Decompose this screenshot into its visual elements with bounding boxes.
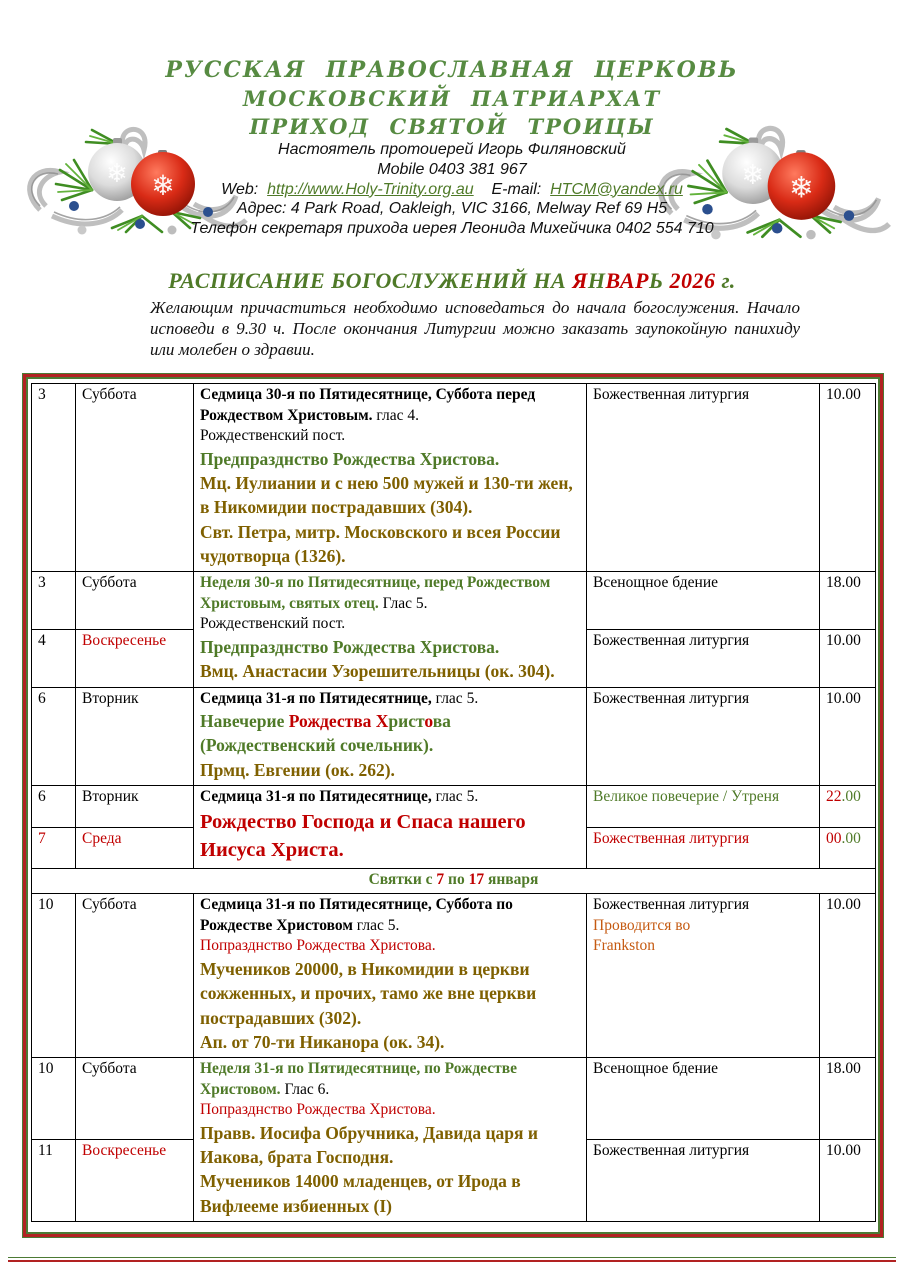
text-line (593, 936, 813, 956)
text-segment: Ь (648, 268, 664, 294)
text-line (38, 870, 869, 890)
church-name-line: РУССКАЯ ПРАВОСЛАВНАЯ ЦЕРКОВЬ (165, 57, 739, 83)
text-segment: Рождественский пост. (200, 427, 346, 445)
text-segment: Глас 6. (280, 1080, 330, 1098)
dayname-cell (76, 630, 194, 688)
text-segment: Предпразднство Рождества Христова. (200, 448, 500, 469)
text-line (593, 916, 813, 936)
text-segment: Навечерие (200, 711, 289, 732)
text-segment: по (444, 871, 469, 888)
text-segment: 7 (436, 871, 445, 888)
service-cell (587, 687, 820, 786)
text-segment: Божественная литургия (593, 829, 750, 847)
text-line (826, 787, 869, 807)
text-line (200, 385, 580, 426)
text-segment: Я (572, 268, 588, 294)
text-segment: Седмица 31-я по Пятидесятнице, Суббота по Рождестве Христовом (200, 896, 513, 934)
text-segment: января (484, 871, 539, 888)
text-line (593, 1059, 813, 1079)
text-segment: Неделя 30-я по Пятидесятнице, перед Рождеством Христовым, святых отец. (200, 574, 551, 612)
day-cell (32, 384, 76, 572)
text-segment: 18.00 (826, 574, 861, 592)
text-line (200, 614, 580, 634)
text-segment: Седмица 31-я по Пятидесятнице, (200, 788, 432, 806)
time-cell (820, 687, 876, 786)
text-line (200, 758, 580, 782)
desc-cell (194, 786, 587, 869)
table-row (32, 786, 876, 827)
dayname-cell (76, 786, 194, 827)
text-segment: 3 (38, 386, 46, 404)
table-frame-red (23, 374, 883, 1237)
snowflake-icon: ❄ (106, 159, 128, 189)
text-segment: Вторник (82, 689, 139, 707)
text-line (82, 1141, 187, 1161)
text-line (38, 631, 69, 651)
text-segment: Вмц. Анастасии Узорешительницы (ок. 304). (200, 661, 555, 682)
text-segment: 10.00 (826, 386, 861, 404)
time-cell (820, 572, 876, 630)
parish-line: ПРИХОД СВЯТОЙ ТРОИЦЫ (249, 113, 655, 139)
text-segment: Седмица 30-я по Пятидесятнице, Суббота перед Рождеством Христовым. (200, 386, 536, 424)
text-line (200, 573, 580, 614)
text-line (38, 689, 69, 709)
text-line (200, 895, 580, 936)
text-line (593, 895, 813, 915)
text-line (826, 895, 869, 915)
text-segment: Божественная литургия (593, 896, 750, 914)
text-line (200, 471, 580, 520)
text-segment: о (424, 711, 433, 732)
text-segment: Божественная литургия (593, 632, 750, 650)
text-line (38, 787, 69, 807)
day-cell (32, 630, 76, 688)
text-line (38, 1059, 69, 1079)
text-line (82, 385, 187, 405)
text-line (200, 426, 580, 446)
dayname-cell (76, 827, 194, 868)
text-segment: 10 (38, 1060, 54, 1078)
text-line (593, 689, 813, 709)
text-line (200, 689, 580, 709)
text-segment: Рождественский пост. (200, 615, 346, 633)
text-line (200, 709, 580, 733)
text-segment: Глас 5. (378, 594, 428, 612)
text-line (200, 1121, 580, 1170)
dayname-cell (76, 384, 194, 572)
service-cell (587, 630, 820, 688)
text-line (593, 573, 813, 593)
text-segment: Правв. Иосифа Обручника, Давида царя и Иакова, брата Господня. (200, 1122, 538, 1168)
span-cell (32, 869, 876, 894)
email-label: E-mail: (491, 180, 542, 198)
text-line (82, 787, 187, 807)
text-line (200, 447, 580, 471)
text-segment: 4 (38, 632, 46, 650)
text-line (200, 808, 580, 865)
text-segment: Вторник (82, 788, 139, 806)
service-cell (587, 894, 820, 1058)
time-cell (820, 786, 876, 827)
text-segment: глас 5. (352, 916, 400, 934)
text-segment: 10.00 (826, 689, 861, 707)
text-segment: Неделя 31-я по Пятидесятнице, по Рождестве Христовом. (200, 1060, 517, 1098)
dayname-cell (76, 572, 194, 630)
dayname-cell (76, 1058, 194, 1140)
text-line (826, 1059, 869, 1079)
text-segment: Попразднство Рождества Христова. (200, 1101, 436, 1119)
text-line (38, 385, 69, 405)
text-segment: .00 (841, 829, 861, 847)
text-line (593, 1141, 813, 1161)
text-segment: Прмц. Евгении (ок. 262). (200, 759, 395, 780)
text-segment: 18.00 (826, 1060, 861, 1078)
text-segment: .00 (841, 788, 861, 806)
address-line: Адрес: 4 Park Road, Oakleigh, VIC 3166, Melway Ref 69 H5 (236, 200, 668, 218)
text-segment: 6 (38, 689, 46, 707)
text-line (826, 631, 869, 651)
dayname-cell (76, 687, 194, 786)
text-line (593, 385, 813, 405)
text-segment: Frankston (593, 937, 655, 955)
text-segment: 00 (826, 829, 842, 847)
text-segment: Мц. Иулиании и с нею 500 мужей и 130-ти жен, в Никомидии пострадавших (304). (200, 472, 573, 518)
text-segment: 10.00 (826, 1142, 861, 1160)
service-cell (587, 786, 820, 827)
text-line (826, 385, 869, 405)
text-segment: 10.00 (826, 632, 861, 650)
table-row (32, 687, 876, 786)
time-cell (820, 827, 876, 868)
text-segment: глас 4. (372, 406, 419, 424)
text-segment: Воскресенье (82, 632, 167, 650)
text-segment: глас 5. (431, 788, 479, 806)
text-segment: 10.00 (826, 896, 861, 914)
text-segment: 3 (38, 574, 46, 592)
web-email-line (0, 180, 904, 200)
email-link[interactable]: HTCM@yandex.ru (550, 180, 683, 198)
desc-cell (194, 687, 587, 786)
table-row (32, 384, 876, 572)
text-line (826, 689, 869, 709)
desc-cell (194, 894, 587, 1058)
text-line (200, 787, 580, 807)
text-segment: Попразднство Рождества Христова. (200, 937, 436, 955)
service-cell (587, 1140, 820, 1222)
text-segment: Рождества (288, 711, 376, 732)
text-line (826, 573, 869, 593)
text-segment: Суббота (82, 896, 137, 914)
text-segment: Святки с (368, 871, 437, 888)
text-segment: Проводится во (593, 916, 691, 934)
text-segment: рист (388, 711, 425, 732)
schedule-title (0, 268, 904, 294)
text-segment: глас 5. (431, 689, 479, 707)
page-bottom-rule (8, 1257, 896, 1262)
patriarchate-line: МОСКОВСКИЙ ПАТРИАРХАТ (242, 86, 662, 112)
service-cell (587, 1058, 820, 1140)
text-line (200, 659, 580, 683)
text-line (200, 957, 580, 1030)
text-line (200, 733, 580, 757)
text-segment: Всенощное бдение (593, 1060, 718, 1078)
text-segment: Суббота (82, 386, 137, 404)
text-line (38, 573, 69, 593)
intro-paragraph: Желающим причаститься необходимо исповедаться до начала богослужения. Начало исповеди в 9.30 ч. После окончания Литургии можно заказать заупокойную панихиду или молебен о здравии. (150, 298, 800, 359)
text-segment: 6 (38, 788, 46, 806)
time-cell (820, 894, 876, 1058)
day-cell (32, 894, 76, 1058)
day-cell (32, 572, 76, 630)
service-cell (587, 827, 820, 868)
text-segment: Суббота (82, 574, 137, 592)
day-cell (32, 687, 76, 786)
day-cell (32, 827, 76, 868)
text-segment: 22 (826, 788, 842, 806)
text-line (200, 1030, 580, 1054)
text-segment: Божественная литургия (593, 1142, 750, 1160)
text-segment: 2026 (663, 268, 716, 294)
text-segment: Седмица 31-я по Пятидесятнице, (200, 689, 432, 707)
website-link[interactable]: http://www.Holy-Trinity.org.au (267, 180, 474, 198)
text-line (593, 631, 813, 651)
text-line (200, 936, 580, 956)
time-cell (820, 1058, 876, 1140)
service-cell (587, 384, 820, 572)
text-line (593, 787, 813, 807)
text-segment: (Рождественский сочельник). (200, 735, 434, 756)
table-row (32, 869, 876, 894)
text-segment: Свт. Петра, митр. Московского и всея России чудотворца (1326). (200, 521, 561, 567)
header (0, 0, 904, 238)
text-segment: Рождество Господа и Спаса нашего Иисуса Христа. (200, 810, 526, 862)
table-row (32, 1058, 876, 1140)
snowflake-icon: ❄ (789, 170, 814, 205)
text-line (826, 1141, 869, 1161)
time-cell (820, 630, 876, 688)
text-segment: 17 (468, 871, 485, 888)
text-segment: Х (375, 711, 389, 732)
text-segment: 7 (38, 829, 46, 847)
dayname-cell (76, 894, 194, 1058)
text-segment: РАСПИСАНИЕ БОГОСЛУЖЕНИЙ НА (168, 268, 573, 294)
text-line (82, 895, 187, 915)
text-line (200, 520, 580, 569)
day-cell (32, 1058, 76, 1140)
text-segment: Великое повечерие / Утреня (593, 788, 780, 806)
text-segment: Мучеников 14000 младенцев, от Ирода в Вифлееме избиенных (I) (200, 1171, 521, 1216)
text-line (82, 573, 187, 593)
desc-cell (194, 572, 587, 687)
table-row (32, 572, 876, 630)
time-cell (820, 384, 876, 572)
mobile-line: Mobile 0403 381 967 (377, 160, 527, 178)
text-segment: Мучеников 20000, в Никомидии в церкви сожженных, и прочих, тамо же вне церкви пострадавших (302). (200, 958, 537, 1028)
secretary-line: Телефон секретаря прихода иерея Леонида Михейчика 0402 554 710 (190, 219, 714, 237)
text-segment: ва (432, 711, 451, 732)
text-segment: Божественная литургия (593, 689, 750, 707)
text-segment: Суббота (82, 1060, 137, 1078)
text-line (38, 895, 69, 915)
text-line (200, 635, 580, 659)
web-label: Web: (221, 180, 259, 198)
text-segment: Предпразднство Рождества Христова. (200, 636, 500, 657)
text-segment: 10 (38, 896, 54, 914)
text-segment: Божественная литургия (593, 386, 750, 404)
text-line (38, 829, 69, 849)
table-frame-outer (22, 373, 884, 1238)
text-line (200, 1100, 580, 1120)
text-segment: Н (587, 268, 606, 294)
snowflake-icon: ❄ (151, 169, 175, 202)
text-line (82, 689, 187, 709)
text-segment: Всенощное бдение (593, 574, 718, 592)
table-row (32, 894, 876, 1058)
dayname-cell (76, 1140, 194, 1222)
text-segment: Ап. от 70-ти Никанора (ок. 34). (200, 1031, 445, 1052)
snowflake-icon: ❄ (741, 159, 765, 191)
text-segment: Среда (82, 829, 122, 847)
rector-line: Настоятель протоиерей Игорь Филяновский (278, 141, 626, 159)
schedule-table (31, 383, 876, 1222)
text-line (82, 631, 187, 651)
text-line (826, 829, 869, 849)
text-line (593, 829, 813, 849)
day-cell (32, 786, 76, 827)
text-line (82, 829, 187, 849)
text-segment: Воскресенье (82, 1142, 167, 1160)
text-segment: ВАР (605, 268, 649, 294)
text-segment: г. (715, 268, 736, 294)
text-line (200, 1059, 580, 1100)
text-line (82, 1059, 187, 1079)
text-line (38, 1141, 69, 1161)
day-cell (32, 1140, 76, 1222)
time-cell (820, 1140, 876, 1222)
desc-cell (194, 384, 587, 572)
text-line (200, 1169, 580, 1218)
text-segment: 11 (38, 1142, 53, 1160)
service-cell (587, 572, 820, 630)
desc-cell (194, 1058, 587, 1222)
table-frame-inner (26, 377, 880, 1234)
